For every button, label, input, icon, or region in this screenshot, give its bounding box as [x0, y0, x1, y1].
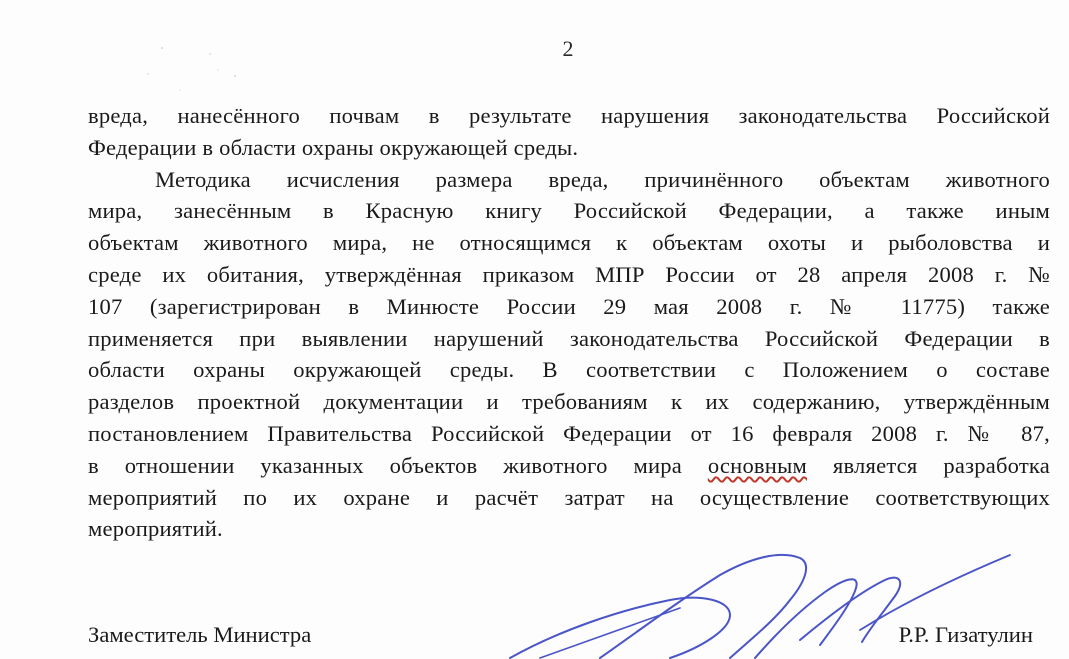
text-segment: является разработка: [806, 452, 1050, 478]
text-segment: в отношении указанных объектов животного мира: [88, 452, 708, 478]
text-line: разделов проектной документации и требованиям к их содержанию, утверждённым: [88, 389, 1050, 415]
text-line: постановлением Правительства Российской Федерации от 16 февраля 2008 г. № 87,: [88, 420, 1050, 446]
text-line: Федерации в области охраны окружающей среды.: [88, 134, 579, 160]
page-number: 2: [562, 36, 574, 61]
text-line-with-spellcheck: [88, 450, 1050, 482]
text-line: 107 (зарегистрирован в Минюсте России 29 мая 2008 г. № 11775) также: [88, 293, 1050, 319]
text-line: Методика исчисления размера вреда, причинённого объектам животного: [155, 166, 1050, 192]
text-line: мира, занесённым в Красную книгу Российской Федерации, а также иным: [88, 198, 1050, 224]
text-line: вреда, нанесённого почвам в результате нарушения законодательства Российской: [88, 103, 1050, 128]
spellcheck-underlined-word[interactable]: основным: [707, 452, 807, 478]
signatory-position: Заместитель Министра: [88, 622, 312, 647]
text-line: объектам животного мира, не относящимся к объектам охоты и рыболовства и: [88, 230, 1050, 256]
text-line: мероприятий.: [88, 516, 223, 542]
text-line: применяется при выявлении нарушений законодательства Российской Федерации в: [88, 325, 1050, 351]
letter-body: [88, 100, 1050, 545]
text-line: мероприятий по их охране и расчёт затрат на осуществление соответствующих: [88, 484, 1050, 510]
signatory-name: Р.Р. Гизатулин: [898, 622, 1033, 647]
text-line: области охраны окружающей среды. В соответствии с Положением о составе: [88, 357, 1050, 383]
text-line: среде их обитания, утверждённая приказом МПР России от 28 апреля 2008 г. №: [88, 261, 1050, 287]
